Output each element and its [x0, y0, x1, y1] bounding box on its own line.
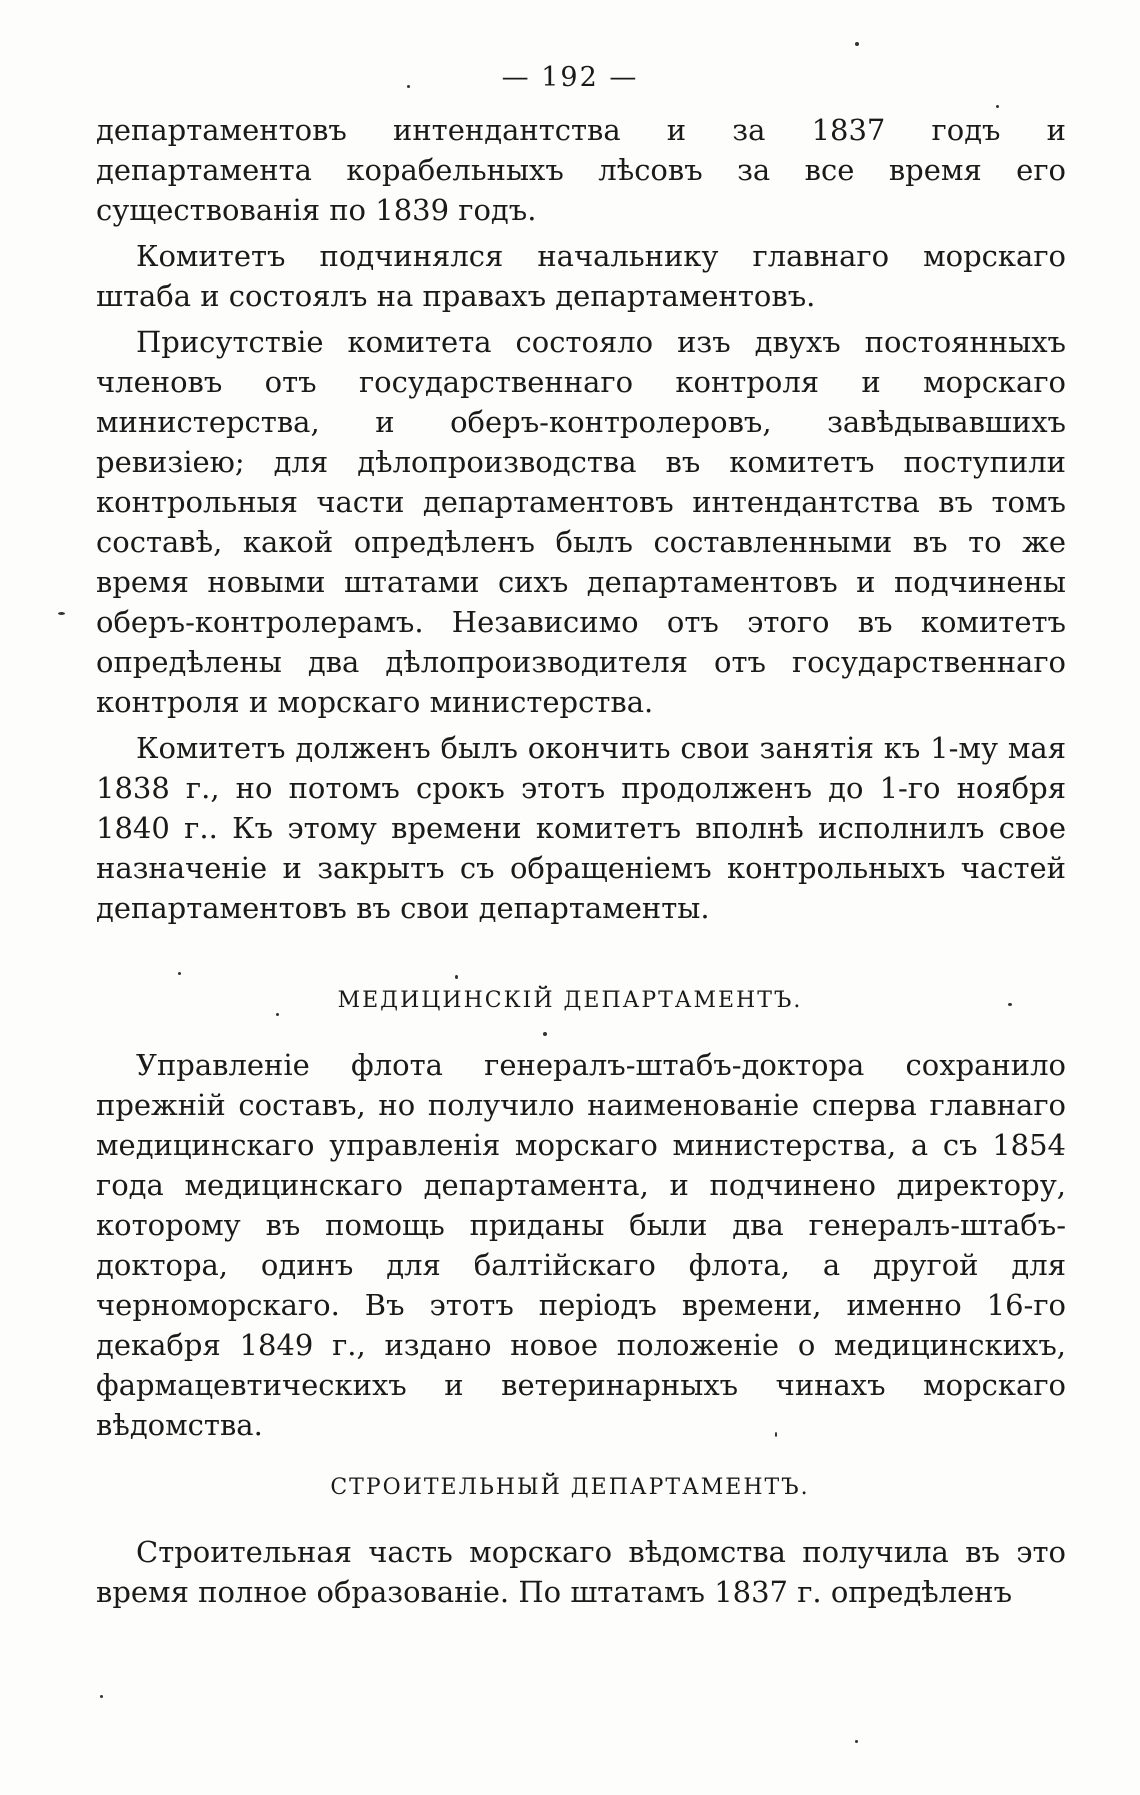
paragraph: Строительная часть морскаго вѣдомства получила въ это время полное образованіе. По штатамъ 1837 г. опредѣленъ — [96, 1535, 1066, 1609]
section-control-committee — [96, 110, 1066, 928]
page-number: — 192 — — [501, 62, 639, 93]
section-construction-department — [96, 1532, 1066, 1612]
scan-speck — [58, 612, 65, 615]
paragraph: Комитетъ долженъ былъ окончить свои занятія къ 1-му мая 1838 г., но потомъ срокъ этотъ продолженъ до 1-го ноября 1840 г.. Къ этому времени комитетъ вполнѣ исполнилъ свое назначеніе и закрытъ съ обращеніемъ контрольныхъ частей департаментовъ въ свои департаменты. — [96, 731, 1066, 925]
scan-speck — [855, 1740, 858, 1743]
paragraph: Комитетъ подчинялся начальнику главнаго морскаго штаба и состоялъ на правахъ департаментовъ. — [96, 239, 1066, 313]
scan-speck — [996, 105, 999, 108]
scan-speck — [543, 1032, 547, 1036]
scan-speck — [276, 1013, 279, 1016]
scan-speck — [178, 972, 181, 975]
scan-speck — [455, 975, 458, 979]
section-heading-medical: МЕДИЦИНСКІЙ ДЕПАРТАМЕНТЪ. — [337, 988, 803, 1013]
scan-speck — [775, 1432, 777, 1437]
scan-speck — [100, 1695, 103, 1698]
paragraph: департаментовъ интендантства и за 1837 годъ и департамента корабельныхъ лѣсовъ за все время его существованія по 1839 годъ. — [96, 113, 1066, 227]
section-heading-construction: СТРОИТЕЛЬНЫЙ ДЕПАРТАМЕНТЪ. — [330, 1475, 810, 1500]
paragraph: Присутствіе комитета состояло изъ двухъ постоянныхъ членовъ отъ государственнаго контроля и морскаго министерства, и оберъ-контролеровъ, завѣдывавшихъ ревизіею; для дѣлопроизводства въ комитетъ поступили контрольныя части департаментовъ интендантства въ томъ составѣ, какой опредѣленъ былъ составленными въ то же время новыми штатами сихъ департаментовъ и подчинены оберъ-контролерамъ. Независимо отъ этого въ комитетъ опредѣлены два дѣлопроизводителя отъ государственнаго контроля и морскаго министерства. — [96, 325, 1066, 719]
scan-speck — [1008, 1003, 1012, 1006]
section-medical-department — [96, 1045, 1066, 1445]
scan-speck — [407, 85, 410, 88]
scan-speck — [855, 42, 859, 46]
paragraph: Управленіе флота генералъ-штабъ-доктора сохранило прежній составъ, но получило наименованіе сперва главнаго медицинскаго управленія морскаго министерства, а съ 1854 года медицинскаго департамента, и подчинено директору, которому въ помощь приданы были два генералъ-штабъ-доктора, одинъ для балтійскаго флота, а другой для черноморскаго. Въ этотъ періодъ времени, именно 16-го декабря 1849 г., издано новое положеніе о медицинскихъ, фармацевтическихъ и ветеринарныхъ чинахъ морскаго вѣдомства. — [96, 1048, 1066, 1442]
